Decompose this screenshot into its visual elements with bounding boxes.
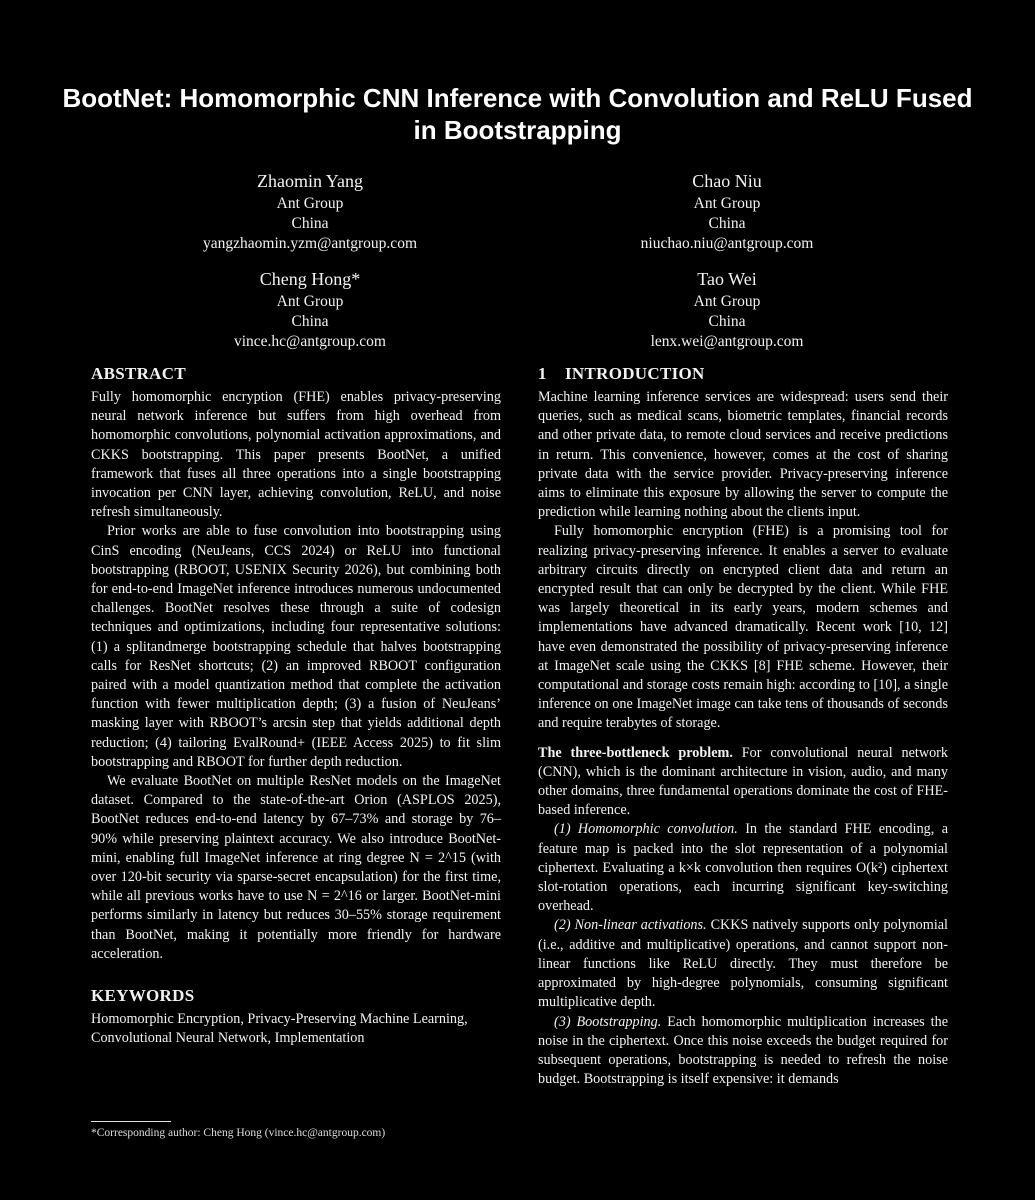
left-column — [91, 364, 501, 1049]
intro-heading: 1 INTRODUCTION — [538, 364, 705, 383]
abstract-paragraph: Fully homomorphic encryption (FHE) enables privacy-preserving neural network inference but suffers from high overhead from homomorphic convolutions, polynomial activation approximations, and CKKS bootstrapping. This paper presents BootNet, a unified framework that fuses all three operations into a single bootstrapping invocation per CNN layer, achieving convolution, ReLU, and noise refresh simultaneously. — [91, 389, 501, 521]
author-email: niuchao.niu@antgroup.com — [640, 235, 814, 252]
item-lead: (3) Bootstrapping. — [554, 1013, 662, 1030]
bottleneck-text: For convolutional neural network (CNN), which is the dominant architecture in vision, audio, and many other domains, three fundamental operations dominate the cost of FHE-based inference. — [538, 744, 948, 819]
item-text: Each homomorphic multiplication increases the noise in the ciphertext. Once this noise exceeds the budget required for subsequent operations, bootstrapping is needed to refresh the noise budget. Bootstrapping is itself expensive: it demands — [538, 1013, 949, 1088]
author-block — [547, 268, 907, 352]
abstract-paragraph: We evaluate BootNet on multiple ResNet models on the ImageNet dataset. Compared to the state-of-the-art Orion (ASPLOS 2025), BootNet reduces end-to-end latency by 67–73% and storage by 76–90% while preserving plaintext accuracy. We also introduce BootNet-mini, enabling full ImageNet inference at ring degree N = 2^15 (with over 120-bit security via sparse-secret encapsulation) for the first time, while all previous works have to use N = 2^16 or larger. BootNet-mini performs similarly in latency but reduces 30–55% storage requirement than BootNet, making it potentially more friendly for hardware acceleration. — [91, 773, 501, 962]
intro-paragraph: Fully homomorphic encryption (FHE) is a promising tool for realizing privacy-preserving inference. It enables a server to evaluate arbitrary circuits directly on encrypted client data and return an encrypted result that can only be decrypted by the client. While FHE was largely theoretical in its early years, modern schemes and implementations have advanced dramatically. Recent work [10, 12] have even demonstrated the possibility of privacy-preserving inference at ImageNet scale using the CKKS [8] FHE scheme. However, their computational and storage costs remain high: according to [10], a single inference on one ImageNet image can take tens of thousands of seconds and require terabytes of storage. — [538, 523, 948, 732]
item-paragraph — [538, 820, 948, 916]
paper-title: BootNet: Homomorphic CNN Inference with Convolution and ReLU Fused in Bootstrapping — [62, 83, 973, 145]
author-affiliation: Ant Group — [276, 195, 344, 212]
footnote-rule — [91, 1121, 171, 1122]
abstract-paragraph: Prior works are able to fuse convolution into bootstrapping using CinS encoding (NeuJeans, CCS 2024) or ReLU into functional bootstrapping (RBOOT, USENIX Security 2026), but combining both for end-to-end ImageNet inference introduces numerous undocumented challenges. BootNet resolves these through a suite of codesign techniques and optimizations, including four representative solutions: (1) a splitandmerge bootstrapping schedule that halves bootstrapping calls for ResNet shortcuts; (2) an improved RBOOT configuration paired with a model quantization method that complete the activation function with fewer multiplication depth; (3) a fusion of NeuJeans’ masking layer with RBOOT’s arcsin step that yields additional depth reduction; (4) tailoring EvalRound+ (IEEE Access 2025) to fit slim bootstrapping and RBOOT for further depth reduction. — [91, 523, 501, 770]
item-lead: (1) Homomorphic convolution. — [554, 821, 738, 838]
bottleneck-lead: The three-bottleneck problem. — [538, 744, 733, 761]
keywords-text: Homomorphic Encryption, Privacy-Preserving Machine Learning, Convolutional Neural Network, Implementation — [91, 1011, 468, 1047]
author-affiliation: Ant Group — [693, 293, 761, 310]
item-paragraph — [538, 1013, 948, 1090]
footnote: *Corresponding author: Cheng Hong (vince.hc@antgroup.com) — [91, 1127, 386, 1139]
item-lead: (2) Non-linear activations. — [554, 917, 707, 934]
author-email: lenx.wei@antgroup.com — [650, 333, 804, 350]
bottleneck-paragraph — [538, 744, 948, 821]
author-country: China — [708, 215, 746, 232]
intro-paragraph: Machine learning inference services are widespread: users send their queries, such as medical scans, biometric templates, financial records and other private data, to remote cloud services and receive predictions in return. This convenience, however, comes at the cost of sharing private data with the service provider. Privacy-preserving inference aims to eliminate this exposure by allowing the server to compute the prediction while learning nothing about the clients input. — [538, 389, 948, 521]
right-column — [538, 364, 948, 1089]
author-block — [547, 170, 907, 254]
author-block — [130, 170, 490, 254]
author-email: yangzhaomin.yzm@antgroup.com — [203, 235, 417, 252]
author-name: Tao Wei — [697, 269, 757, 289]
author-block — [130, 268, 490, 352]
item-paragraph — [538, 916, 948, 1012]
author-email: vince.hc@antgroup.com — [233, 333, 386, 350]
author-name: Cheng Hong* — [259, 269, 361, 289]
abstract-heading: ABSTRACT — [91, 364, 186, 383]
author-country: China — [291, 215, 329, 232]
author-name: Chao Niu — [692, 171, 762, 191]
keywords-heading: KEYWORDS — [91, 986, 195, 1006]
author-name: Zhaomin Yang — [256, 171, 363, 191]
author-affiliation: Ant Group — [276, 293, 344, 310]
item-text: In the standard FHE encoding, a feature map is packed into the slot representation of a polynomial ciphertext. Evaluating a k×k convolution then requires O(k²) ciphertext slot-rotation operations, each incurring significant key-switching overhead. — [538, 821, 948, 915]
item-text: CKKS natively supports only polynomial (i.e., additive and multiplicative) operations, and cannot support non-linear functions like ReLU directly. They must therefore be approximated by high-degree polynomials, consuming significant multiplicative depth. — [538, 917, 948, 1011]
author-country: China — [708, 313, 746, 330]
author-country: China — [291, 313, 329, 330]
author-affiliation: Ant Group — [693, 195, 761, 212]
